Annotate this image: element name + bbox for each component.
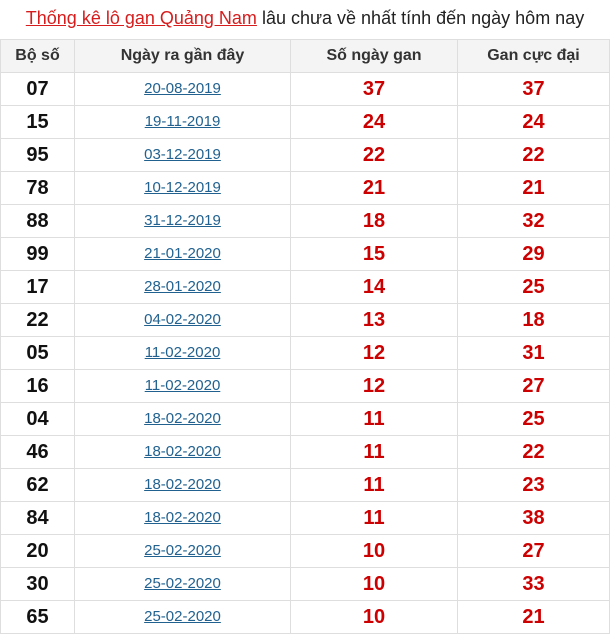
days-gan-cell: 10 [291, 568, 458, 601]
table-row [1, 271, 610, 304]
number-cell: 78 [1, 172, 75, 205]
date-link[interactable]: 18-02-2020 [144, 509, 221, 526]
table-row [1, 502, 610, 535]
date-link[interactable]: 25-02-2020 [144, 542, 221, 559]
date-link[interactable]: 18-02-2020 [144, 476, 221, 493]
number-cell: 17 [1, 271, 75, 304]
max-gan-cell: 21 [458, 172, 610, 205]
date-cell [75, 370, 291, 403]
table-row [1, 106, 610, 139]
number-cell: 62 [1, 469, 75, 502]
table-header-row [1, 40, 610, 73]
number-cell: 16 [1, 370, 75, 403]
date-cell [75, 601, 291, 634]
date-cell [75, 106, 291, 139]
date-link[interactable]: 25-02-2020 [144, 575, 221, 592]
number-cell: 95 [1, 139, 75, 172]
number-cell: 04 [1, 403, 75, 436]
table-row [1, 205, 610, 238]
date-link[interactable]: 10-12-2019 [144, 179, 221, 196]
days-gan-cell: 10 [291, 601, 458, 634]
max-gan-cell: 24 [458, 106, 610, 139]
number-cell: 30 [1, 568, 75, 601]
table-row [1, 139, 610, 172]
table-row [1, 535, 610, 568]
date-link[interactable]: 19-11-2019 [144, 113, 221, 130]
table-row [1, 469, 610, 502]
number-cell: 07 [1, 73, 75, 106]
date-cell [75, 436, 291, 469]
days-gan-cell: 13 [291, 304, 458, 337]
number-cell: 65 [1, 601, 75, 634]
date-link[interactable]: 18-02-2020 [144, 410, 221, 427]
date-link[interactable]: 21-01-2020 [144, 245, 221, 262]
page-title [0, 0, 610, 36]
max-gan-cell: 27 [458, 535, 610, 568]
date-link[interactable]: 31-12-2019 [144, 212, 221, 229]
header-so-ngay-gan: Số ngày gan [291, 40, 458, 73]
date-cell [75, 205, 291, 238]
days-gan-cell: 14 [291, 271, 458, 304]
header-gan-cuc-dai: Gan cực đại [458, 40, 610, 73]
days-gan-cell: 11 [291, 403, 458, 436]
date-cell [75, 304, 291, 337]
gan-table [0, 39, 610, 634]
table-row [1, 436, 610, 469]
max-gan-cell: 23 [458, 469, 610, 502]
max-gan-cell: 18 [458, 304, 610, 337]
date-link[interactable]: 03-12-2019 [144, 146, 221, 163]
date-cell [75, 172, 291, 205]
date-cell [75, 337, 291, 370]
table-row [1, 370, 610, 403]
table-row [1, 568, 610, 601]
number-cell: 84 [1, 502, 75, 535]
days-gan-cell: 24 [291, 106, 458, 139]
max-gan-cell: 27 [458, 370, 610, 403]
date-cell [75, 73, 291, 106]
number-cell: 15 [1, 106, 75, 139]
number-cell: 46 [1, 436, 75, 469]
table-row [1, 304, 610, 337]
date-cell [75, 502, 291, 535]
date-cell [75, 238, 291, 271]
days-gan-cell: 18 [291, 205, 458, 238]
title-rest: lâu chưa về nhất tính đến ngày hôm nay [256, 8, 585, 28]
table-row [1, 238, 610, 271]
title-link[interactable]: Thống kê lô gan Quảng Nam [25, 8, 257, 28]
header-ngay-ra: Ngày ra gần đây [75, 40, 291, 73]
max-gan-cell: 37 [458, 73, 610, 106]
number-cell: 20 [1, 535, 75, 568]
header-bo-so: Bộ số [1, 40, 75, 73]
max-gan-cell: 33 [458, 568, 610, 601]
date-link[interactable]: 28-01-2020 [144, 278, 221, 295]
date-cell [75, 568, 291, 601]
max-gan-cell: 25 [458, 271, 610, 304]
days-gan-cell: 11 [291, 469, 458, 502]
days-gan-cell: 10 [291, 535, 458, 568]
days-gan-cell: 22 [291, 139, 458, 172]
max-gan-cell: 25 [458, 403, 610, 436]
table-row [1, 403, 610, 436]
number-cell: 05 [1, 337, 75, 370]
date-cell [75, 139, 291, 172]
days-gan-cell: 21 [291, 172, 458, 205]
days-gan-cell: 11 [291, 436, 458, 469]
max-gan-cell: 29 [458, 238, 610, 271]
max-gan-cell: 22 [458, 436, 610, 469]
days-gan-cell: 37 [291, 73, 458, 106]
max-gan-cell: 22 [458, 139, 610, 172]
date-link[interactable]: 04-02-2020 [144, 311, 221, 328]
date-link[interactable]: 11-02-2020 [144, 377, 221, 394]
date-link[interactable]: 11-02-2020 [144, 344, 221, 361]
table-row [1, 601, 610, 634]
date-cell [75, 271, 291, 304]
days-gan-cell: 11 [291, 502, 458, 535]
date-cell [75, 403, 291, 436]
number-cell: 88 [1, 205, 75, 238]
max-gan-cell: 21 [458, 601, 610, 634]
date-link[interactable]: 25-02-2020 [144, 608, 221, 625]
number-cell: 22 [1, 304, 75, 337]
date-link[interactable]: 18-02-2020 [144, 443, 221, 460]
table-row [1, 172, 610, 205]
number-cell: 99 [1, 238, 75, 271]
table-row [1, 73, 610, 106]
max-gan-cell: 38 [458, 502, 610, 535]
max-gan-cell: 32 [458, 205, 610, 238]
days-gan-cell: 12 [291, 370, 458, 403]
max-gan-cell: 31 [458, 337, 610, 370]
days-gan-cell: 15 [291, 238, 458, 271]
table-row [1, 337, 610, 370]
days-gan-cell: 12 [291, 337, 458, 370]
date-cell [75, 469, 291, 502]
date-link[interactable]: 20-08-2019 [144, 80, 221, 97]
date-cell [75, 535, 291, 568]
